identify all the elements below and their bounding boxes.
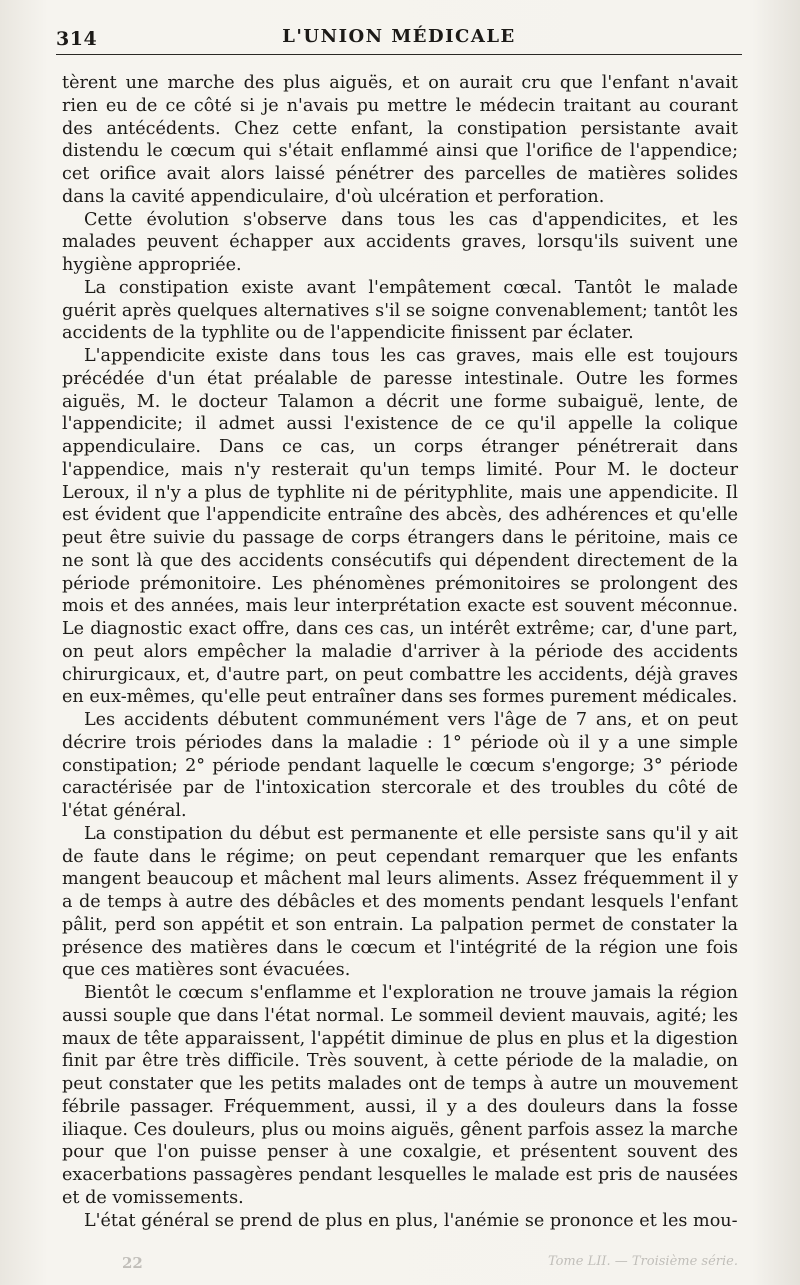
bleed-through-footer: [62, 1252, 738, 1276]
journal-title: L'UNION MÉDICALE: [282, 26, 516, 47]
paragraph: Les accidents débutent communément vers l'âge de 7 ans, et on peut décrire trois périodes dans la maladie : 1° période où il y a une simple constipation; 2° période pendant laquelle le cœcum s'engorge; 3° période caractérisée par de l'intoxication stercorale et des troubles du côté de l'état général.: [62, 710, 738, 821]
paragraph: L'appendicite existe dans tous les cas graves, mais elle est toujours précédée d'un état préalable de paresse intestinale. Outre les formes aiguës, M. le docteur Talamon a décrit une forme subaiguë, lente, de l'appendicite; il admet aussi l'existence de ce qu'il appelle la colique appendiculaire. Dans ce cas, un corps étranger pénétrerait dans l'appendice, mais n'y resterait qu'un temps limité. Pour M. le docteur Leroux, il n'y a plus de typhlite ni de pérityphlite, mais une appendicite. Il est évident que l'appendicite entraîne des abcès, des adhérences et qu'elle peut être suivie du passage de corps étrangers dans le péritoine, mais ce ne sont là que des accidents consécutifs qui dépendent directement de la période prémonitoire. Les phénomènes prémonitoires se prolongent des mois et des années, mais leur interprétation exacte est souvent méconnue. Le diagnostic exact offre, dans ces cas, un intérêt extrême; car, d'une part, on peut alors empêcher la maladie d'arriver à la période des accidents chirurgicaux, et, d'autre part, on peut combattre les accidents, déjà graves en eux-mêmes, qu'elle peut entraîner dans ses formes purement médicales.: [62, 346, 738, 708]
paragraph-continued: tèrent une marche des plus aiguës, et on aurait cru que l'enfant n'avait rien eu de ce côté si je n'avais pu mettre le médecin traitant au courant des antécédents. Chez cette enfant, la constipation persistante avait distendu le cœcum qui s'était enflammé ainsi que l'orifice de l'appendice; cet orifice avait alors laissé pénétrer des parcelles de matières solides dans la cavité appendiculaire, d'où ulcération et perforation.: [62, 73, 738, 207]
article-body: [62, 72, 738, 1232]
paragraph: La constipation du début est permanente et elle persiste sans qu'il y ait de faute dans le régime; on peut cependant remarquer que les enfants mangent beaucoup et mâchent mal leurs aliments. Assez fréquemment il y a de temps à autre des débâcles et des moments pendant lesquels l'enfant pâlit, perd son appétit et son entrain. La palpation permet de constater la présence des matières dans le cœcum et l'intégrité de la région une fois que ces matières sont évacuées.: [62, 823, 738, 981]
paragraph: La constipation existe avant l'empâtement cœcal. Tantôt le malade guérit après quelques alternatives s'il se soigne convenablement; tantôt les accidents de la typhlite ou de l'appendicite finissent par éclater.: [62, 277, 738, 344]
page-number: 314: [56, 28, 98, 50]
paragraph-last: L'état général se prend de plus en plus, l'anémie se prononce et les mou-: [84, 1210, 738, 1231]
running-header: [56, 26, 742, 55]
signature-mark: 22: [122, 1254, 143, 1272]
paragraph: Bientôt le cœcum s'enflamme et l'exploration ne trouve jamais la région aussi souple que dans l'état normal. Le sommeil devient mauvais, agité; les maux de tête apparaissent, l'appétit diminue de plus en plus et la digestion finit par être très difficile. Très souvent, à cette période de la maladie, on peut constater que les petits malades ont de temps à autre un mouvement fébrile passager. Fréquemment, aussi, il y a des douleurs dans la fosse iliaque. Ces douleurs, plus ou moins aiguës, gênent parfois assez la marche pour que l'on puisse penser à une coxalgie, et présentent souvent des exacerbations passagères pendant lesquelles le malade est pris de nausées et de vomissements.: [62, 983, 738, 1208]
paragraph: Cette évolution s'observe dans tous les cas d'appendicites, et les malades peuvent échapper aux accidents graves, lorsqu'ils suivent une hygiène appropriée.: [62, 209, 738, 275]
volume-line: Tome LII. — Troisième série.: [547, 1254, 738, 1269]
